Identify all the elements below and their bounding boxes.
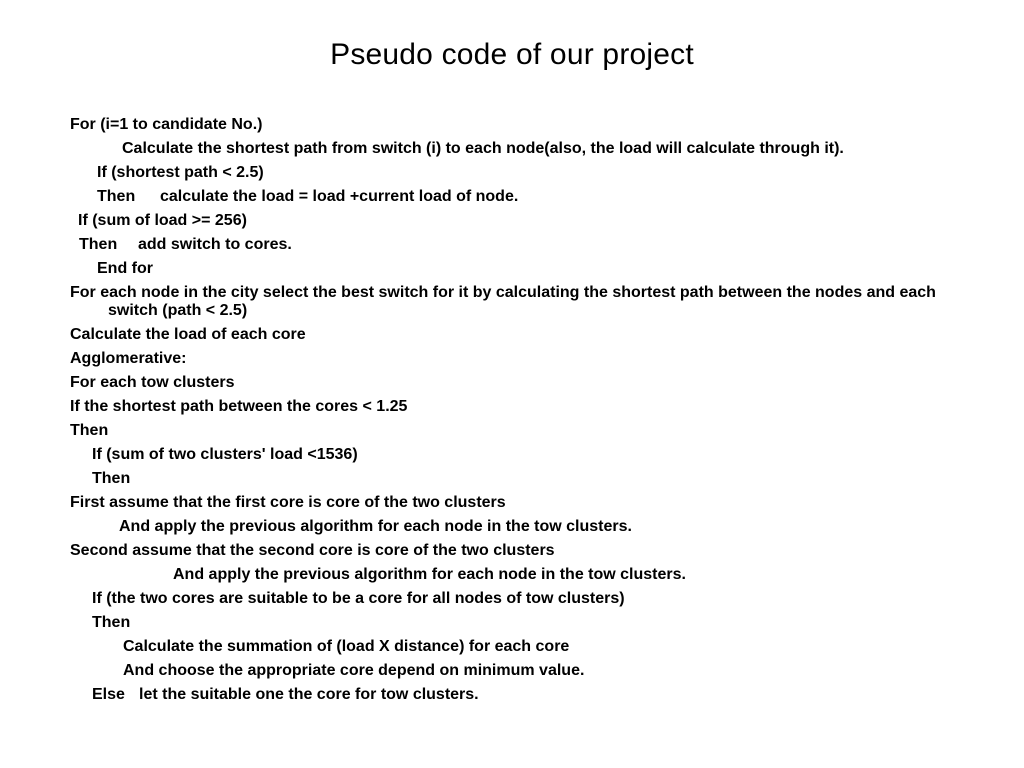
slide-title: Pseudo code of our project (330, 38, 694, 71)
code-line: And apply the previous algorithm for each node in the tow clusters. (173, 566, 686, 583)
code-line: If (shortest path < 2.5) (97, 164, 264, 181)
code-keyword: Else (92, 686, 125, 703)
code-line: First assume that the first core is core of the two clusters (70, 494, 506, 511)
code-line: If the shortest path between the cores < 1.25 (70, 398, 408, 415)
code-keyword: Then (79, 236, 118, 253)
code-line: And choose the appropriate core depend on minimum value. (123, 662, 585, 679)
code-line: For each tow clusters (70, 374, 235, 391)
code-line: Calculate the load of each core (70, 326, 306, 343)
code-line: Agglomerative: (70, 350, 187, 367)
code-line: If (sum of two clusters' load <1536) (92, 446, 358, 463)
code-line: Second assume that the second core is core of the two clusters (70, 542, 555, 559)
code-line: If (the two cores are suitable to be a core for all nodes of tow clusters) (92, 590, 625, 607)
code-text: calculate the load = load +current load of node. (160, 188, 519, 205)
code-line: End for (97, 260, 153, 277)
code-line (70, 185, 975, 209)
code-line: Then (92, 614, 131, 631)
code-keyword: Then (97, 188, 136, 205)
code-text: let the suitable one the core for tow clusters. (139, 686, 479, 703)
code-text: add switch to cores. (138, 236, 292, 253)
code-line: Then (70, 422, 109, 439)
code-line: For (i=1 to candidate No.) (70, 116, 263, 133)
code-line (70, 683, 975, 707)
code-line: Calculate the summation of (load X distance) for each core (123, 638, 570, 655)
code-line: Calculate the shortest path from switch (i) to each node(also, the load will calculate through it). (122, 140, 844, 157)
code-line: Then (92, 470, 131, 487)
code-line (70, 233, 975, 257)
code-line: And apply the previous algorithm for each node in the tow clusters. (119, 518, 632, 535)
code-line: For each node in the city select the best switch for it by calculating the shortest path between the nodes and each switch (path < 2.5) (70, 284, 936, 319)
code-line: If (sum of load >= 256) (78, 212, 247, 229)
pseudo-code-body (70, 113, 975, 707)
